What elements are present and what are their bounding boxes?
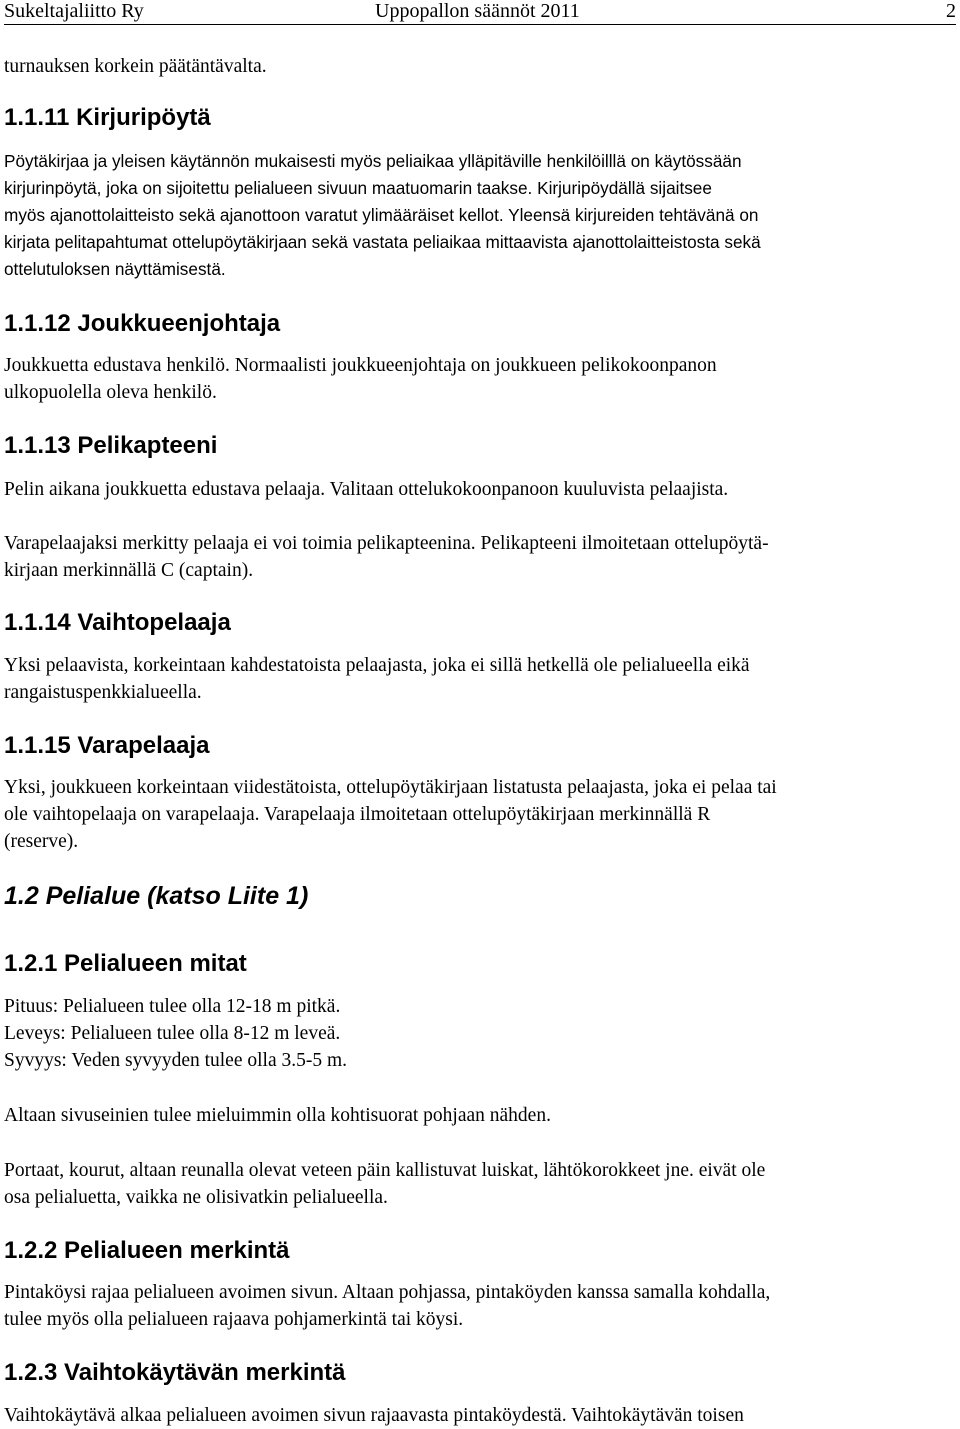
section-heading-1-1-12: 1.1.12 Joukkueenjohtaja bbox=[4, 310, 281, 337]
section-heading-1-1-13: 1.1.13 Pelikapteeni bbox=[4, 432, 218, 459]
paragraph-line: Portaat, kourut, altaan reunalla olevat veteen päin kallistuvat luiskat, lähtökorokkeet jne. eivät ole bbox=[4, 1160, 766, 1181]
intro-paragraph: turnauksen korkein päätäntävalta. bbox=[4, 56, 267, 77]
section-body-1-2-1-p3 bbox=[4, 1157, 954, 1211]
paragraph-line: (reserve). bbox=[4, 831, 79, 852]
paragraph-line: kirjurinpöytä, joka on sijoitettu pelialueen sivuun maatuomarin taakse. Kirjuripöydällä sijaitsee bbox=[4, 178, 712, 198]
dimension-depth: Syvyys: Veden syvyyden tulee olla 3.5-5 m. bbox=[4, 1050, 348, 1071]
dimension-length: Pituus: Pelialueen tulee olla 12-18 m pitkä. bbox=[4, 996, 341, 1017]
paragraph-line: Pintaköysi rajaa pelialueen avoimen sivun. Altaan pohjassa, pintaköyden kanssa samalla kohdalla, bbox=[4, 1282, 771, 1303]
header-organization: Sukeltajaliitto Ry bbox=[4, 0, 144, 22]
paragraph-line: osa pelialuetta, vaikka ne olisivatkin pelialueella. bbox=[4, 1187, 388, 1208]
section-body-1-1-11 bbox=[4, 148, 954, 283]
paragraph-line: Varapelaajaksi merkitty pelaaja ei voi toimia pelikapteenina. Pelikapteeni ilmoitetaan ottelupöytä- bbox=[4, 533, 769, 554]
paragraph-line: kirjaan merkinnällä C (captain). bbox=[4, 560, 254, 581]
paragraph-line: Joukkuetta edustava henkilö. Normaalisti joukkueenjohtaja on joukkueen pelikokoonpanon bbox=[4, 355, 717, 376]
paragraph-line: ulkopuolella oleva henkilö. bbox=[4, 382, 217, 403]
dimensions-list bbox=[4, 993, 954, 1074]
section-body-1-1-12 bbox=[4, 352, 954, 406]
paragraph-line: tulee myös olla pelialueen rajaava pohjamerkintä tai köysi. bbox=[4, 1309, 464, 1330]
paragraph-line: Yksi, joukkueen korkeintaan viidestätoista, ottelupöytäkirjaan listatusta pelaajasta, joka ei pelaa tai bbox=[4, 777, 777, 798]
section-heading-1-1-15: 1.1.15 Varapelaaja bbox=[4, 732, 210, 759]
section-heading-1-2-1: 1.2.1 Pelialueen mitat bbox=[4, 950, 247, 977]
section-body-1-2-2 bbox=[4, 1279, 954, 1333]
section-heading-1-2-3: 1.2.3 Vaihtokäytävän merkintä bbox=[4, 1359, 346, 1386]
paragraph-line: Pöytäkirjaa ja yleisen käytännön mukaisesti myös peliaikaa ylläpitäville henkilöilllä on käytössään bbox=[4, 151, 742, 171]
paragraph-line: ole vaihtopelaaja on varapelaaja. Varapelaaja ilmoitetaan ottelupöytäkirjaan merkinnällä R bbox=[4, 804, 711, 825]
paragraph-line: Yksi pelaavista, korkeintaan kahdestatoista pelaajasta, joka ei sillä hetkellä ole pelialueella eikä bbox=[4, 655, 750, 676]
header-document-title: Uppopallon säännöt 2011 bbox=[375, 0, 580, 22]
section-heading-1-1-11: 1.1.11 Kirjuripöytä bbox=[4, 104, 211, 131]
paragraph-line: kirjata pelitapahtumat ottelupöytäkirjaan sekä vastata peliaikaa mittaavista ajanottolaitteistosta sekä bbox=[4, 232, 761, 252]
section-body-1-1-14 bbox=[4, 652, 954, 706]
section-body-1-2-3: Vaihtokäytävä alkaa pelialueen avoimen sivun rajaavasta pintaköydestä. Vaihtokäytävän toisen bbox=[4, 1405, 744, 1426]
section-body-1-1-15 bbox=[4, 774, 954, 855]
running-header bbox=[4, 0, 956, 25]
paragraph-line: ottelutuloksen näyttämisestä. bbox=[4, 259, 226, 279]
section-heading-1-2-2: 1.2.2 Pelialueen merkintä bbox=[4, 1237, 290, 1264]
dimension-width: Leveys: Pelialueen tulee olla 8-12 m leveä. bbox=[4, 1023, 341, 1044]
paragraph-line: myös ajanottolaitteisto sekä ajanottoon varatut ylimääräiset kellot. Yleensä kirjureiden tehtävänä on bbox=[4, 205, 759, 225]
section-body-1-2-1-p2: Altaan sivuseinien tulee mieluimmin olla kohtisuorat pohjaan nähden. bbox=[4, 1105, 551, 1126]
section-body-1-1-13-p1: Pelin aikana joukkuetta edustava pelaaja. Valitaan ottelukokoonpanoon kuuluvista pelaajista. bbox=[4, 479, 729, 500]
paragraph-line: rangaistuspenkkialueella. bbox=[4, 682, 202, 703]
section-heading-1-1-14: 1.1.14 Vaihtopelaaja bbox=[4, 609, 231, 636]
header-page-number: 2 bbox=[946, 0, 956, 22]
section-heading-1-2: 1.2 Pelialue (katso Liite 1) bbox=[4, 882, 309, 910]
section-body-1-1-13-p2 bbox=[4, 530, 954, 584]
